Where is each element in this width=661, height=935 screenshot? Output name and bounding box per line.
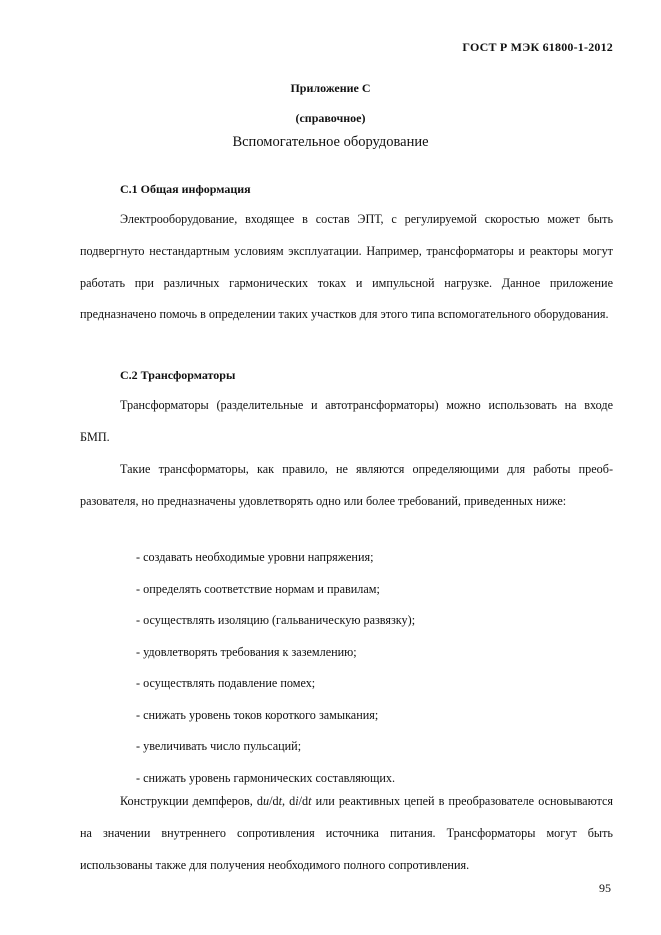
appendix-title: Приложение С: [290, 81, 371, 95]
document-code: ГОСТ Р МЭК 61800-1-2012: [462, 40, 613, 54]
appendix-heading: Вспомогательное оборудование: [232, 134, 429, 150]
list-item: - осуществлять подавление помех;: [136, 676, 316, 690]
section-c2-paragraph-2: Такие трансформаторы, как правило, не являются определяющими для работы преобразователя, но предназначены удовлетворять одно или более требований, приведенных ниже:: [80, 462, 613, 508]
requirements-list: [136, 542, 415, 794]
formula-variable: t: [308, 794, 312, 808]
section-c2-paragraph-3: [80, 786, 613, 881]
list-item: - удовлетворять требования к заземлению;: [136, 644, 357, 659]
list-item: - осуществлять изоляцию (гальваническую развязку);: [136, 613, 416, 627]
list-item: - снижать уровень гармонических составляющих.: [136, 770, 396, 785]
text-run: /d: [298, 794, 309, 808]
text-run: , d: [281, 794, 296, 808]
page-number: 95: [599, 881, 611, 895]
list-item: - увеличивать число пульсаций;: [136, 739, 302, 753]
text-run: или реактивных цепей в преобразователе основываются на значении внутреннего сопротивления источника питания. Трансформаторы могут быть использованы также для получения необходимого полного сопротивления.: [80, 794, 614, 872]
list-item: - создавать необходимые уровни напряжения;: [136, 550, 374, 564]
formula-variable: u: [263, 794, 270, 808]
list-item: - снижать уровень токов короткого замыкания;: [136, 707, 379, 722]
section-c2-title: С.2 Трансформаторы: [120, 368, 236, 382]
appendix-subtitle: (справочное): [295, 111, 366, 125]
list-item: - определять соответствие нормам и правилам;: [136, 581, 380, 596]
section-c1-paragraph: Электрооборудование, входящее в состав ЭПТ, с регулируемой скоростью может быть подвергнуто нестандартным условиям эксплуатации. Например, трансформаторы и реакторы могут работать при различных гармонических токах и импульсной нагрузке. Данное приложение предназначено помочь в определении таких участков для этого типа вспомогательного оборудования.: [80, 212, 613, 322]
text-run: Конструкции демпферов, d: [120, 794, 263, 808]
formula-variable: t: [278, 794, 282, 808]
text-run: /d: [269, 794, 279, 808]
section-c2-paragraph-1: Трансформаторы (разделительные и автотрансформаторы) можно использовать на входе БМП.: [80, 398, 613, 444]
section-c1-title: С.1 Общая информация: [120, 182, 251, 196]
formula-variable: i: [295, 794, 299, 808]
